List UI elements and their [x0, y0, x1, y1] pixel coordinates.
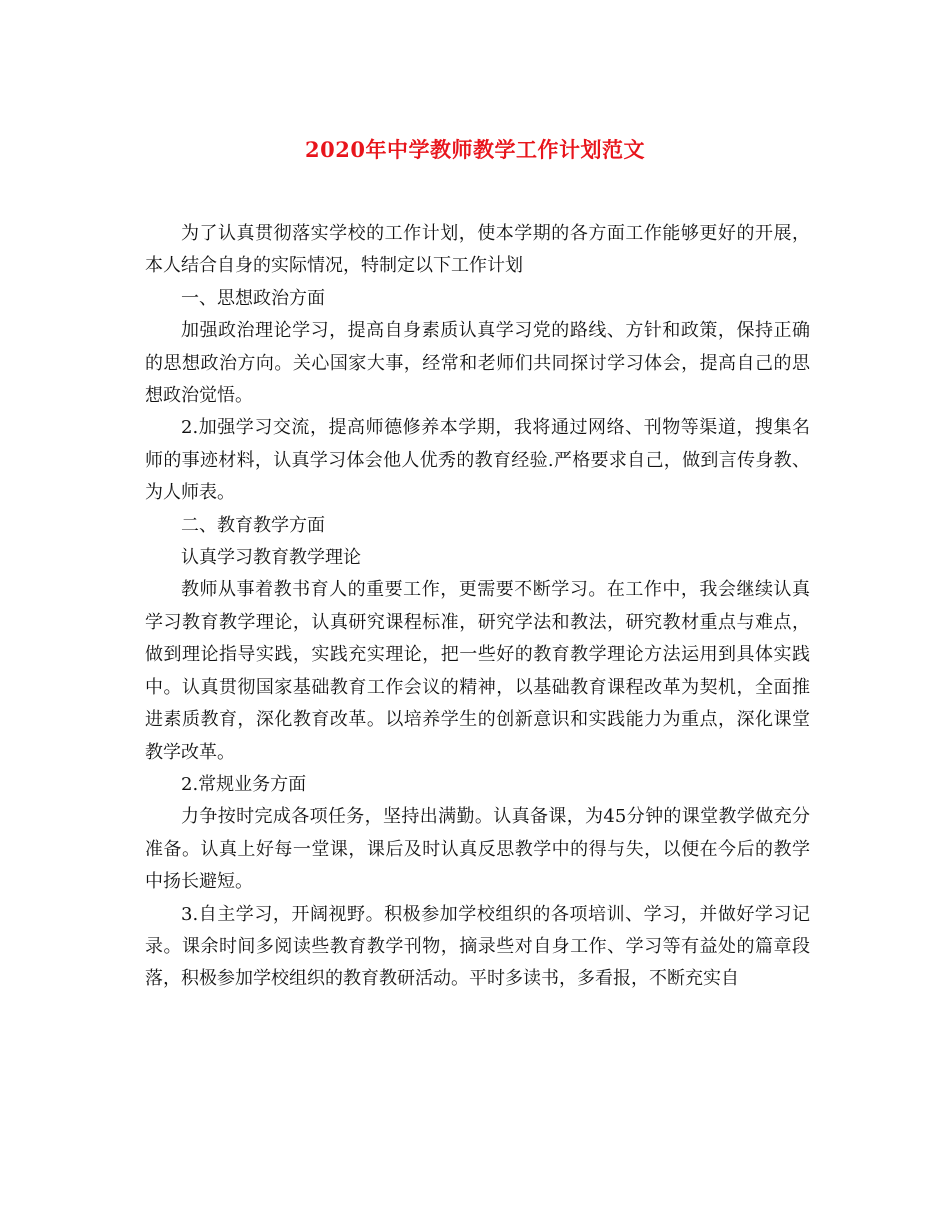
subheading-theory: 认真学习教育教学理论: [181, 547, 361, 569]
paragraph-self-study: 3.自主学习，开阔视野。积极参加学校组织的各项培训、学习，并做好学习记录。课余时间多阅读些教育教学刊物，摘录些对自身工作、学习等有益处的篇章段落，积极参加学校组织的教育教研活动。平时多读书，多看报，不断充实自: [145, 903, 810, 990]
subheading-routine: 2.常规业务方面: [181, 773, 307, 795]
heading-teaching: 二、教育教学方面: [181, 514, 325, 536]
paragraph-routine: 力争按时完成各项任务，坚持出满勤。认真备课，为45分钟的课堂教学做充分准备。认真上好每一堂课，课后及时认真反思教学中的得与失，以便在今后的教学中扬长避短。: [145, 806, 810, 893]
document-title: 2020年中学教师教学工作计划范文: [305, 137, 645, 162]
paragraph-intro: 为了认真贯彻落实学校的工作计划，使本学期的各方面工作能够更好的开展，本人结合自身的实际情况，特制定以下工作计划: [145, 223, 810, 277]
heading-political: 一、思想政治方面: [181, 287, 325, 309]
paragraph-theory: 教师从事着教书育人的重要工作，更需要不断学习。在工作中，我会继续认真学习教育教学理论，认真研究课程标准，研究学法和教法，研究教材重点与难点，做到理论指导实践，实践充实理论，把一些好的教育教学理论方法运用到具体实践中。认真贯彻国家基础教育工作会议的精神，以基础教育课程改革为契机，全面推进素质教育，深化教育改革。以培养学生的创新意识和实践能力为重点，深化课堂教学改革。: [145, 579, 810, 763]
paragraph-political-study: 加强政治理论学习，提高自身素质认真学习党的路线、方针和政策，保持正确的思想政治方向。关心国家大事，经常和老师们共同探讨学习体会，提高自己的思想政治觉悟。: [145, 320, 810, 407]
paragraph-exchange: 2.加强学习交流，提高师德修养本学期，我将通过网络、刊物等渠道，搜集名师的事迹材料，认真学习体会他人优秀的教育经验.严格要求自己，做到言传身教、为人师表。: [145, 417, 810, 504]
document-body: [145, 218, 810, 996]
